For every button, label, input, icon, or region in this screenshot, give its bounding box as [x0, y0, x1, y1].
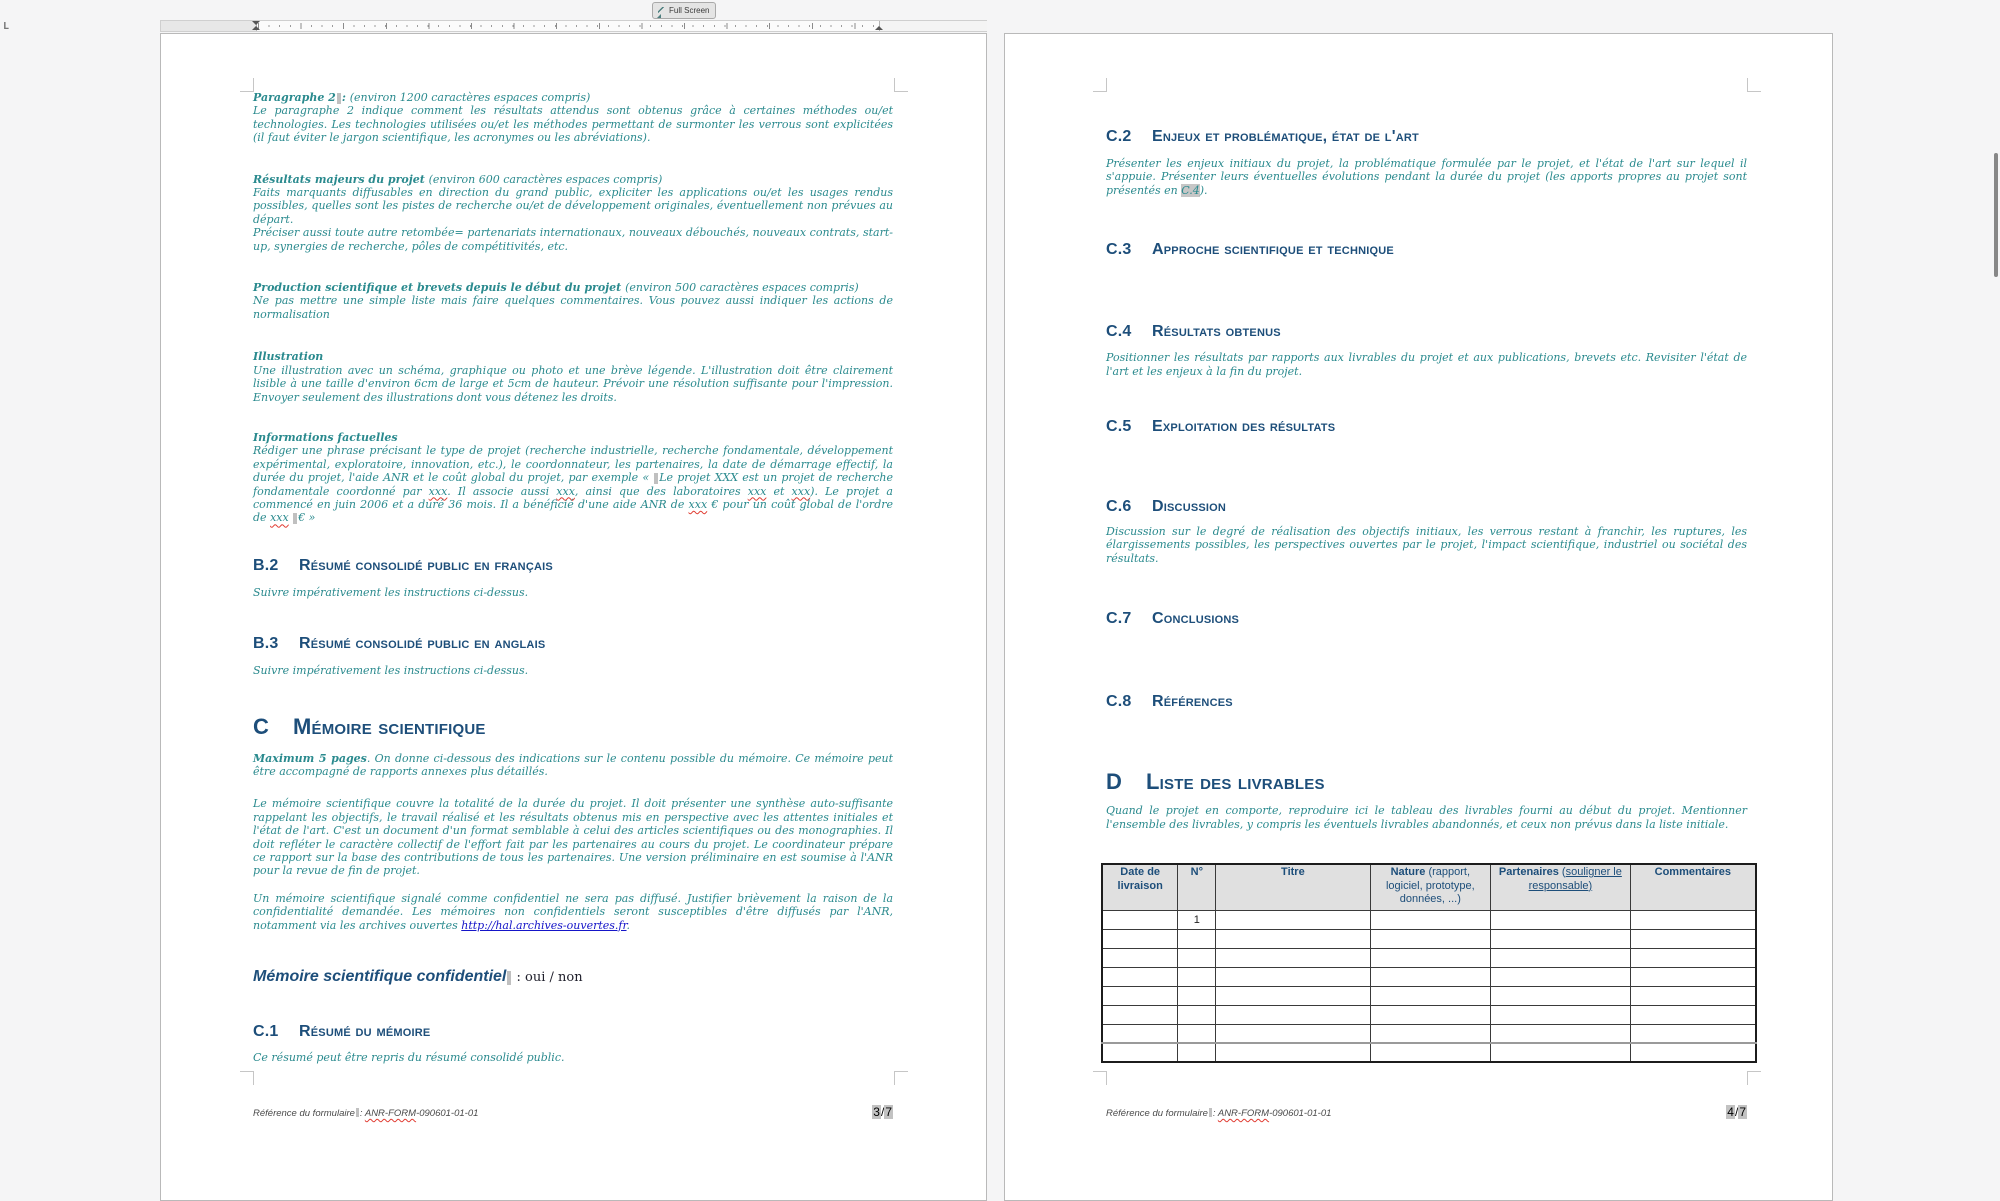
table-row [1102, 910, 1756, 929]
table-cell[interactable] [1178, 1005, 1216, 1024]
text-segment: xxx [270, 511, 289, 525]
heading-number: C.4 [1106, 323, 1132, 341]
text-segment: xxx [688, 497, 708, 511]
table-cell[interactable] [1370, 986, 1491, 1005]
page-3-text-area[interactable] [253, 91, 893, 1064]
table-cell[interactable] [1491, 910, 1631, 929]
table-row [1102, 1043, 1756, 1062]
hal-link[interactable]: http://hal.archives-ouvertes.fr [461, 918, 627, 932]
paragraph-lead [253, 281, 893, 294]
table-cell[interactable] [1630, 1005, 1756, 1024]
heading-title: Résumé consolidé public en français [299, 556, 553, 574]
paragraph-body: Quand le projet en comporte, reproduire ici le tableau des livrables fourni au début du projet. Mentionner l'ensemble des livrables, y compris les éventuels livrables abandonnés, et ceux non prévus dans la liste initiale. [1106, 804, 1747, 831]
paragraph-body: Préciser aussi toute autre retombée= partenariats internationaux, nouveaux débouchés, nouveaux contrats, start-up, synergies de recherche, pôles de compétitivités, etc. [253, 226, 893, 253]
page-3-footer [253, 1105, 893, 1119]
text-segment: Rédiger une phrase précisant le type de projet (recherche industrielle, recherche fondamentale, développement expérimental, exploratoire, innovation, etc.), le coordonnateur, les partenaires, la date de démarrage effectif, la durée du projet, l'aide ANR et le coût global du projet, par exemple « [253, 444, 893, 485]
horizontal-ruler[interactable] [160, 20, 987, 32]
text-segment: (rapport, logiciel, prototype, données, ...) [1385, 866, 1475, 906]
livrables-table[interactable] [1101, 863, 1757, 1063]
field-highlight: 4 [1727, 1105, 1734, 1119]
text-segment: Paragraphe 2 [253, 91, 336, 104]
text-segment: , ainsi que des laboratoires [574, 484, 748, 498]
heading-number: C.3 [1106, 241, 1132, 259]
table-cell[interactable] [1370, 948, 1491, 967]
table-cell[interactable] [1491, 967, 1631, 986]
heading-title: Résumé du mémoire [299, 1023, 431, 1041]
text-segment: Présenter les enjeux initiaux du projet, la problématique formulée par le projet, et l'état de l'art sur lequel il s'appuie. Présenter leurs éventuelles évolutions pendant la durée du projet (les apports propres au projet sont présentés en [1106, 157, 1747, 197]
heading-title: Exploitation des résultats [1152, 418, 1336, 436]
text-boundary-corner [894, 78, 908, 92]
heading-title: Références [1152, 693, 1233, 711]
page-number [872, 1105, 893, 1119]
heading-c4 [1106, 324, 1747, 340]
text-segment: / [880, 1105, 885, 1119]
table-cell[interactable] [1216, 967, 1370, 986]
col-partenaires [1491, 864, 1631, 910]
table-cell[interactable] [1630, 967, 1756, 986]
paragraph-body: Suivre impérativement les instructions ci-dessus. [253, 664, 529, 678]
table-row [1102, 1005, 1756, 1024]
text-segment: (environ 1200 caractères espaces compris) [349, 91, 591, 104]
ruler-major-ticks [258, 23, 878, 29]
heading-b2 [253, 558, 893, 574]
table-cell[interactable] [1102, 986, 1178, 1005]
heading-c5 [1106, 419, 1747, 435]
table-cell[interactable] [1370, 1024, 1491, 1043]
heading-title: Approche scientifique et technique [1152, 241, 1394, 259]
fullscreen-label: Full Screen [669, 6, 710, 15]
table-cell[interactable] [1630, 929, 1756, 948]
text-segment: Maximum 5 pages [253, 751, 367, 765]
page-4-text-area[interactable] [1106, 91, 1747, 1063]
table-row [1102, 1024, 1756, 1043]
text-segment: € » [298, 511, 316, 525]
heading-number: C.5 [1106, 418, 1132, 436]
text-segment: ANR-FORM [1217, 1108, 1270, 1119]
table-cell[interactable] [1102, 1005, 1178, 1024]
paragraph-lead [253, 91, 893, 104]
heading-title: Résultats obtenus [1152, 323, 1281, 341]
tab-stop-selector[interactable]: L [3, 21, 10, 32]
text-segment: / [1734, 1105, 1739, 1119]
heading-number: C [253, 713, 270, 739]
page-4-footer [1106, 1105, 1747, 1119]
heading-title: Résumé consolidé public en anglais [299, 635, 546, 653]
paragraph-body: Ce résumé peut être repris du résumé consolidé public. [253, 1051, 565, 1065]
table-cell[interactable] [1216, 1043, 1370, 1062]
ruler-left-margin [161, 21, 257, 31]
table-cell[interactable] [1491, 1043, 1631, 1062]
table-cell[interactable] [1102, 967, 1178, 986]
paragraph-body [1106, 157, 1747, 197]
heading-number: B.3 [253, 635, 279, 653]
text-boundary-corner [240, 78, 254, 92]
table-cell[interactable] [1370, 1043, 1491, 1062]
heading-number: C.1 [253, 1023, 279, 1041]
heading-title: Discussion [1152, 498, 1227, 516]
paragraph-lead [253, 350, 893, 363]
table-cell[interactable] [1102, 1043, 1178, 1062]
table-row [1102, 948, 1756, 967]
text-boundary-corner [1093, 78, 1107, 92]
heading-c3 [1106, 242, 1747, 258]
col-titre [1216, 864, 1370, 910]
text-segment: ). Le projet a commencé en juin 2006 et a duré 36 mois. Il a bénéficié d'une aide ANR de [253, 484, 893, 511]
field-mark [337, 93, 341, 104]
table-cell[interactable] [1370, 929, 1491, 948]
fullscreen-button[interactable] [652, 2, 716, 19]
text-segment: Informations factuelles [253, 430, 398, 444]
text-segment: xxx [791, 484, 811, 498]
text-segment: xxx [747, 484, 767, 498]
field-highlight: 7 [885, 1105, 892, 1119]
paragraph-body [253, 444, 893, 524]
text-segment: : oui / non [512, 970, 583, 986]
text-segment: : [359, 1108, 365, 1119]
field-mark [507, 971, 511, 985]
heading-c [253, 714, 893, 740]
text-segment: Mémoire scientifique confidentiel [253, 968, 507, 986]
table-cell[interactable] [1102, 948, 1178, 967]
text-segment: € pour un coût global de l'ordre de [253, 497, 894, 525]
table-cell[interactable] [1216, 929, 1370, 948]
text-segment: Titre [1281, 866, 1305, 879]
table-cell[interactable] [1491, 1005, 1631, 1024]
heading-c7 [1106, 611, 1747, 627]
table-cell[interactable] [1216, 1005, 1370, 1024]
text-segment [289, 511, 293, 524]
text-segment: (environ 600 caractères espaces compris) [428, 172, 663, 186]
table-cell[interactable] [1370, 967, 1491, 986]
field-mark [293, 513, 297, 524]
table-cell[interactable]: 1 [1178, 910, 1216, 929]
heading-number: C.2 [1106, 128, 1132, 145]
text-segment: Résultats majeurs du projet [253, 172, 429, 186]
text-segment: Nature [1390, 866, 1426, 879]
text-boundary-corner [1747, 78, 1761, 92]
field-highlight: C.4 [1181, 183, 1200, 197]
table-cell[interactable] [1216, 948, 1370, 967]
text-segment: xxx [428, 484, 448, 498]
text-segment: -090601-01-01 [416, 1108, 479, 1119]
table-header-row [1102, 864, 1756, 910]
paragraph-lead [253, 431, 893, 444]
first-line-indent-marker[interactable] [252, 21, 260, 25]
table-body [1102, 910, 1756, 1062]
text-boundary-corner [1747, 1071, 1761, 1085]
heading-d [1106, 769, 1747, 795]
col-commentaires [1630, 864, 1756, 910]
text-segment: souligner le responsable) [1528, 866, 1622, 892]
heading-number: D [1106, 769, 1123, 795]
table-row [1102, 967, 1756, 986]
text-boundary-corner [240, 1071, 254, 1085]
text-segment: Partenaires [1498, 866, 1559, 879]
text-segment: . Il associe aussi [447, 484, 557, 498]
heading-number: C.8 [1106, 693, 1132, 711]
heading-title: Conclusions [1152, 610, 1240, 628]
text-segment: xxx [556, 484, 575, 498]
table-cell[interactable] [1630, 910, 1756, 929]
table-row [1102, 929, 1756, 948]
footer-reference [1106, 1108, 1331, 1119]
heading-b3 [253, 636, 893, 652]
table-row [1102, 986, 1756, 1005]
paragraph-body: Suivre impérativement les instructions ci-dessus. [253, 585, 529, 599]
text-segment: Le projet XXX est un projet de recherche fondamentale coordonné par [253, 471, 893, 498]
right-indent-marker[interactable] [875, 26, 883, 30]
text-segment: ). [1199, 183, 1208, 197]
table-cell[interactable] [1491, 1024, 1631, 1043]
text-segment: (environ 500 caractères espaces compris) [625, 281, 859, 295]
table-cell[interactable] [1370, 910, 1491, 929]
table-cell[interactable] [1630, 1043, 1756, 1062]
paragraph-body: Ne pas mettre une simple liste mais faire quelques commentaires. Vous pouvez aussi indiquer les actions de normalisation [253, 294, 893, 321]
heading-number: C.6 [1106, 498, 1132, 516]
text-segment: ( [1558, 866, 1566, 879]
text-segment: N° [1190, 866, 1203, 879]
text-segment: : [1212, 1108, 1218, 1119]
table-cell[interactable] [1370, 1005, 1491, 1024]
table-cell[interactable] [1178, 1024, 1216, 1043]
text-segment: et [766, 484, 792, 498]
col-numero [1178, 864, 1216, 910]
vertical-scrollbar-thumb[interactable] [1994, 153, 1998, 277]
document-page-4 [1004, 33, 1833, 1201]
text-segment: Un mémoire scientifique signalé comme confidentiel ne sera pas diffusé. Justifier brièvement la raison de la confidentialité demandée. Les mémoires non confidentiels seront susceptibles d'être diffusés par l'ANR, notamment via les archives ouvertes [253, 891, 893, 932]
table-cell[interactable] [1491, 948, 1631, 967]
ruler-right-margin [879, 21, 987, 31]
table-cell[interactable] [1630, 1024, 1756, 1043]
fullscreen-icon [657, 6, 666, 15]
text-segment: -090601-01-01 [1269, 1108, 1332, 1119]
table-cell[interactable] [1216, 910, 1370, 929]
paragraph-body [253, 892, 893, 932]
heading-title: Liste des livrables [1146, 769, 1325, 795]
table-cell[interactable] [1102, 929, 1178, 948]
text-segment: . [626, 918, 631, 932]
paragraph-body: Discussion sur le degré de réalisation des objectifs initiaux, les verrous restant à franchir, les ruptures, les élargissements possibles, les perspectives ouvertes par le projet, l'impact scientifique, industriel ou sociétal des résultats. [1106, 525, 1747, 565]
field-highlight: 3 [873, 1105, 880, 1119]
table-cell[interactable] [1216, 1024, 1370, 1043]
paragraph-lead [253, 173, 893, 186]
table-cell[interactable] [1178, 1043, 1216, 1062]
field-highlight: 7 [1739, 1105, 1746, 1119]
heading-title: Enjeux et problématique, état de l'art [1152, 128, 1419, 145]
table-cell[interactable] [1102, 1024, 1178, 1043]
table-cell[interactable] [1630, 986, 1756, 1005]
paragraph-body: Une illustration avec un schéma, graphique ou photo et une brève légende. L'illustration doit être clairement lisible à une taille d'environ 6cm de large et 5cm de hauteur. Prévoir une résolution suffisante pour l'impression. Envoyer seulement des illustrations dont vous détenez les droits. [253, 363, 893, 404]
field-mark [1209, 1108, 1212, 1117]
heading-c2 [1106, 129, 1747, 145]
text-segment: : [341, 91, 350, 104]
table-cell[interactable] [1178, 986, 1216, 1005]
text-boundary-corner [1093, 1071, 1107, 1085]
text-segment: Commentaires [1654, 866, 1732, 879]
heading-number: C.7 [1106, 610, 1132, 628]
paragraph-body: Faits marquants diffusables en direction du grand public, expliciter les applications ou/et les usages rendus possibles, quelles sont les pistes de recherche ou/et de développement originales, éventuellement non prévues au départ. [253, 186, 893, 226]
footer-reference [253, 1108, 478, 1119]
text-segment: Date de livraison [1117, 866, 1163, 892]
text-boundary-corner [894, 1071, 908, 1085]
paragraph-body: Positionner les résultats par rapports aux livrables du projet et aux publications, brevets etc. Revisiter l'état de l'art et les enjeux à la fin du projet. [1106, 351, 1747, 378]
document-page-3 [160, 33, 987, 1201]
table-cell[interactable] [1178, 929, 1216, 948]
table-cell[interactable] [1178, 948, 1216, 967]
field-mark [654, 473, 658, 484]
field-mark [356, 1108, 359, 1117]
heading-title: Mémoire scientifique [293, 713, 486, 739]
memoire-confidentiel-line [253, 967, 893, 987]
text-segment: Production scientifique et brevets depuis le début du projet [253, 281, 626, 295]
heading-c8 [1106, 694, 1747, 710]
heading-number: B.2 [253, 556, 279, 574]
heading-c1 [253, 1024, 893, 1040]
table-cell[interactable] [1491, 986, 1631, 1005]
table-cell[interactable] [1216, 986, 1370, 1005]
text-segment: Illustration [253, 350, 324, 364]
text-segment: ANR-FORM [364, 1108, 417, 1119]
table-cell[interactable] [1630, 948, 1756, 967]
paragraph-body [253, 752, 893, 779]
text-segment: Référence du formulaire [1106, 1108, 1208, 1119]
text-segment: Référence du formulaire [253, 1108, 355, 1119]
table-cell[interactable] [1491, 929, 1631, 948]
col-nature [1370, 864, 1491, 910]
page-number [1726, 1105, 1747, 1119]
table-cell[interactable] [1178, 967, 1216, 986]
heading-c6 [1106, 499, 1747, 515]
table-cell[interactable] [1102, 910, 1178, 929]
text-segment: . On donne ci-dessous des indications sur le contenu possible du mémoire. Ce mémoire peut être accompagné de rapports annexes plus détaillés. [253, 751, 893, 778]
left-indent-marker[interactable] [252, 26, 260, 30]
paragraph-body: Le mémoire scientifique couvre la totalité de la durée du projet. Il doit présenter une synthèse auto-suffisante rappelant les objectifs, le travail réalisé et les résultats obtenus mis en perspective avec les attentes initiales et l'état de l'art. C'est un document d'un format semblable à celui des articles scientifiques ou des monographies. Il doit refléter le caractère collectif de l'effort fait par les partenaires au cours du projet. Le coordinateur prépare ce rapport sur la base des contributions de tous les partenaires. Une version préliminaire en est soumise à l'ANR pour la revue de fin de projet. [253, 797, 893, 878]
paragraph-body: Le paragraphe 2 indique comment les résultats attendus sont obtenus grâce à certaines méthodes ou/et technologies. Les technologies utilisées ou/et les méthodes permettant de surmonter les verrous sont explicitées (il faut éviter le jargon scientifique, les acronymes ou les abréviations). [253, 104, 893, 145]
col-date-livraison [1102, 864, 1178, 910]
